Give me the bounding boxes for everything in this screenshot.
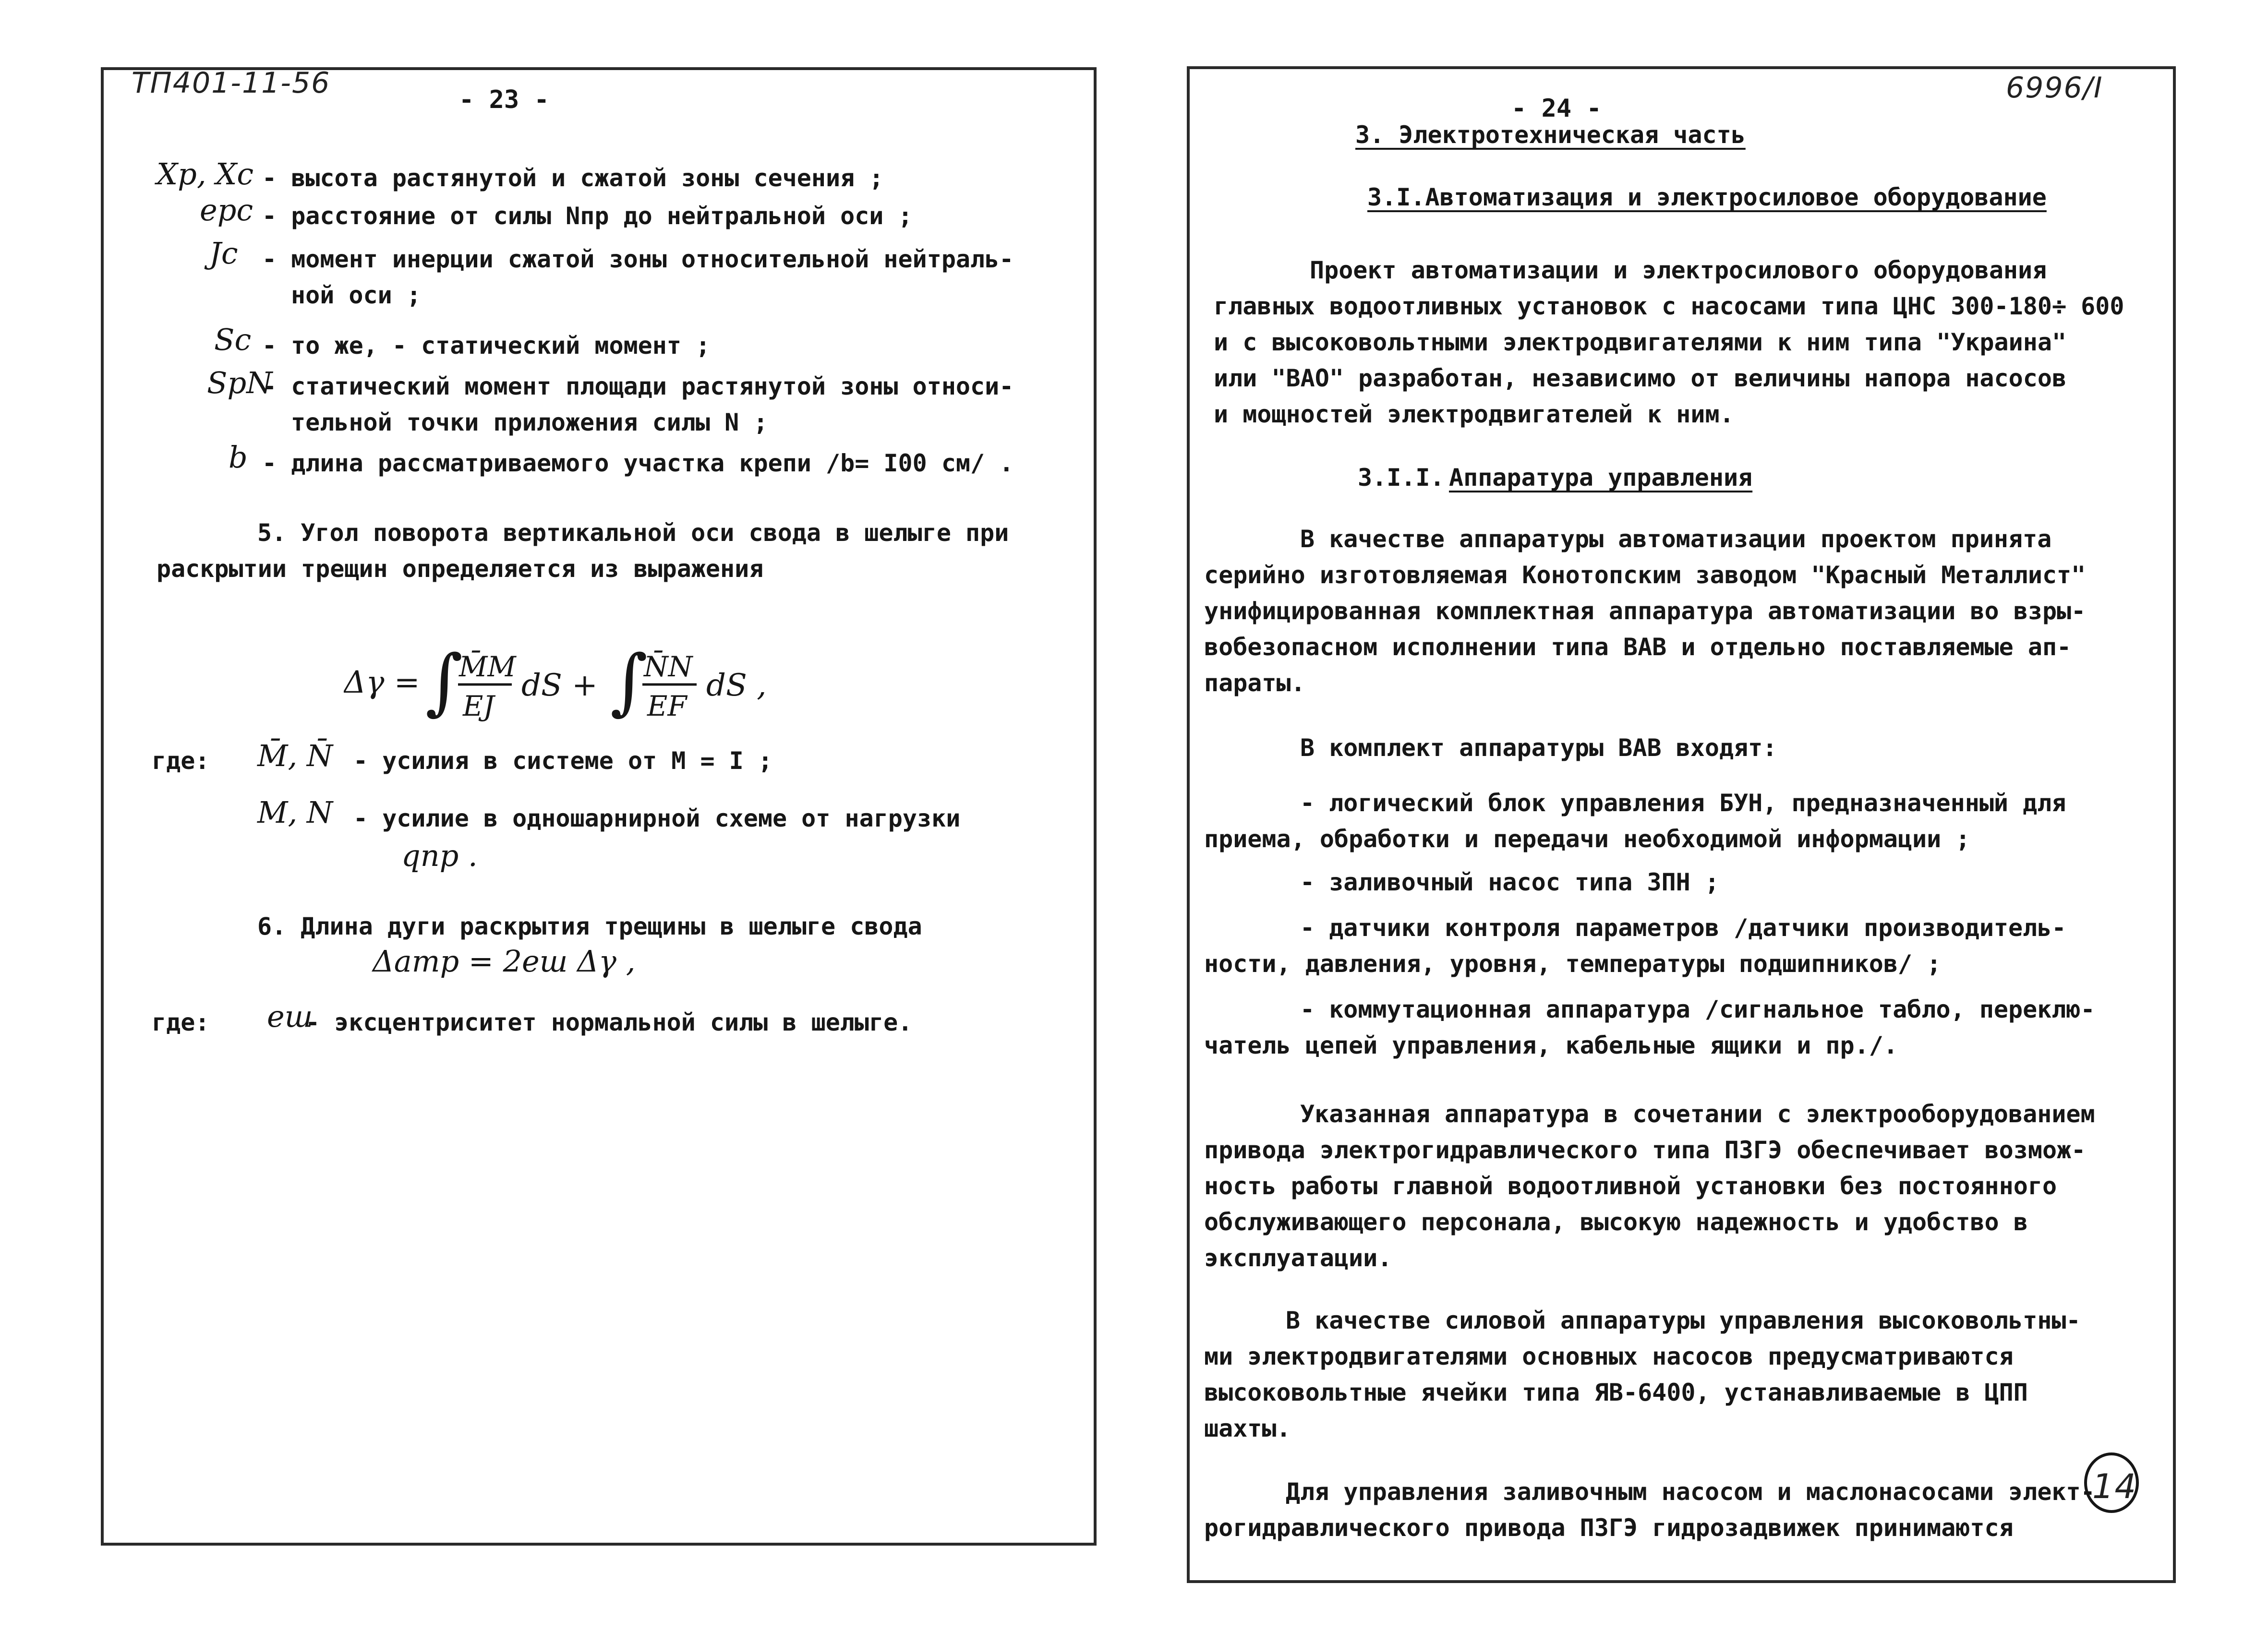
- subsection-title: 3.I.Автоматизация и электросиловое оборудование: [1367, 183, 2047, 211]
- where1-label: где:: [152, 747, 210, 775]
- bullet-1: - логический блок управления БУН, предназначенный для: [1300, 789, 2066, 817]
- svg-text:EF: EF: [647, 690, 687, 722]
- where2-cont: qпр .: [401, 838, 478, 873]
- para6: 6. Длина дуги раскрытия трещины в шелыге свода: [257, 912, 922, 940]
- def-text-3b: ной оси ;: [291, 281, 421, 309]
- para-d-line-4: шахты.: [1204, 1415, 1291, 1442]
- para-d-line-3: высоковольтные ячейки типа ЯВ-6400, устанавливаемые в ЦПП: [1204, 1379, 2028, 1406]
- svg-text:Δγ =: Δγ =: [344, 665, 420, 700]
- svg-text:dS ,: dS ,: [706, 668, 767, 703]
- subsubsection-number: 3.I.I.: [1358, 464, 1445, 492]
- para5-line2: раскрытии трещин определяется из выражения: [157, 555, 764, 583]
- def-text-2: - расстояние от силы Nпр до нейтральной оси ;: [262, 202, 913, 230]
- subsubsection-title: Аппаратура управления: [1449, 464, 1753, 492]
- def-symbol-b: b: [229, 440, 248, 475]
- bullet-1b: приема, обработки и передачи необходимой информации ;: [1204, 825, 1970, 853]
- para-c-line-2: привода электрогидравлического типа ПЗГЭ обеспечивает возмож-: [1204, 1136, 2086, 1164]
- def-text-5: - статический момент площади растянутой зоны относи-: [262, 372, 1014, 400]
- left-page: [101, 67, 1097, 1546]
- where3-label: где:: [152, 1008, 210, 1036]
- bullet-4b: чатель цепей управления, кабельные ящики и пр./.: [1204, 1032, 1898, 1059]
- def-symbol-xp-xc: Xp, Xc: [157, 156, 254, 192]
- svg-text:M̄M: M̄M: [459, 650, 516, 683]
- intro-line-5: и мощностей электродвигателей к ним.: [1214, 400, 1734, 428]
- sheet-mark: 14: [2092, 1467, 2137, 1506]
- left-stamp: ТП401-11-56: [132, 66, 331, 100]
- para-d-line-1: В качестве силовой аппаратуры управления высоковольтны-: [1286, 1307, 2081, 1334]
- section-title: 3. Электротехническая часть: [1355, 121, 1746, 149]
- def-text-1: - высота растянутой и сжатой зоны сечения ;: [262, 164, 884, 192]
- para-a-line-1: В качестве аппаратуры автоматизации проектом принята: [1300, 525, 2052, 553]
- intro-line-1: Проект автоматизации и электросилового оборудования: [1310, 256, 2047, 284]
- para-a-line-2: серийно изготовляемая Конотопским заводом "Красный Металлист": [1204, 561, 2086, 589]
- para-e-line-1: Для управления заливочным насосом и маслонасосами элект-: [1286, 1478, 2095, 1506]
- def-text-4: - то же, - статический момент ;: [262, 332, 711, 360]
- svg-text:∫: ∫: [610, 640, 648, 723]
- bullet-3b: ности, давления, уровня, температуры подшипников/ ;: [1204, 950, 1942, 978]
- def-symbol-jc: Jc: [209, 236, 238, 271]
- def-text-6: - длина рассматриваемого участка крепи /b= I00 см/ .: [262, 449, 1014, 477]
- where2-symbol: M, N: [257, 795, 333, 830]
- para-d-line-2: ми электродвигателями основных насосов предусматриваются: [1204, 1343, 2014, 1370]
- svg-text:∫: ∫: [425, 640, 463, 723]
- para-c-line-3: ность работы главной водоотливной установки без постоянного: [1204, 1172, 2057, 1200]
- bullet-2: - заливочный насос типа ЗПН ;: [1300, 868, 1719, 896]
- para-c-line-4: обслуживающего персонала, высокую надежность и удобство в: [1204, 1208, 2028, 1236]
- where3-symbol: eш: [267, 999, 313, 1034]
- def-symbol-epc: epc: [200, 192, 253, 228]
- svg-text:N̄N: N̄N: [644, 650, 693, 683]
- def-text-5b: тельной точки приложения силы N ;: [291, 408, 768, 436]
- def-symbol-sc: Sc: [214, 322, 252, 357]
- svg-text:dS +: dS +: [521, 668, 598, 703]
- where2-text: - усилие в одношарнирной схеме от нагрузки: [353, 804, 961, 832]
- def-symbol-spn: SpN: [207, 365, 273, 400]
- intro-line-3: и с высоковольтными электродвигателями к ним типа "Украина": [1214, 328, 2067, 356]
- bullet-4: - коммутационная аппаратура /сигнальное табло, переклю-: [1300, 996, 2095, 1023]
- def-text-3: - момент инерции сжатой зоны относительной нейтраль-: [262, 245, 1014, 273]
- intro-line-4: или "ВАО" разработан, независимо от величины напора насосов: [1214, 364, 2067, 392]
- bullet-3: - датчики контроля параметров /датчики производитель-: [1300, 914, 2066, 942]
- right-stamp: 6996/I: [2006, 71, 2103, 105]
- formula-rotation-angle: [344, 639, 848, 735]
- where1-text: - усилия в системе от M = I ;: [353, 747, 772, 775]
- formula-arc-length: Δaтр = 2eш Δγ ,: [373, 944, 636, 979]
- para-b: В комплект аппаратуры ВАВ входят:: [1300, 734, 1777, 762]
- para-c-line-1: Указанная аппаратура в сочетании с электрооборудованием: [1300, 1100, 2095, 1128]
- para-a-line-5: параты.: [1204, 669, 1305, 697]
- right-page-number: - 24 -: [1511, 94, 1602, 123]
- para-a-line-3: унифицированная комплектная аппаратура автоматизации во взры-: [1204, 597, 2086, 625]
- where3-text: - эксцентриситет нормальной силы в шелыге.: [305, 1008, 913, 1036]
- intro-line-2: главных водоотливных установок с насосами типа ЦНС 300-180÷ 600: [1214, 292, 2124, 320]
- left-page-number: - 23 -: [459, 85, 549, 114]
- para-a-line-4: вобезопасном исполнении типа ВАВ и отдельно поставляемые ап-: [1204, 633, 2072, 661]
- where1-symbol: M̄, N̄: [257, 738, 333, 773]
- para-e-line-2: рогидравлического привода ПЗГЭ гидрозадвижек принимаются: [1204, 1514, 2014, 1542]
- para-c-line-5: эксплуатации.: [1204, 1244, 1392, 1272]
- para5-line1: 5. Угол поворота вертикальной оси свода в шелыге при: [257, 519, 1009, 547]
- right-page: [1187, 66, 2176, 1583]
- svg-text:EJ: EJ: [463, 690, 495, 722]
